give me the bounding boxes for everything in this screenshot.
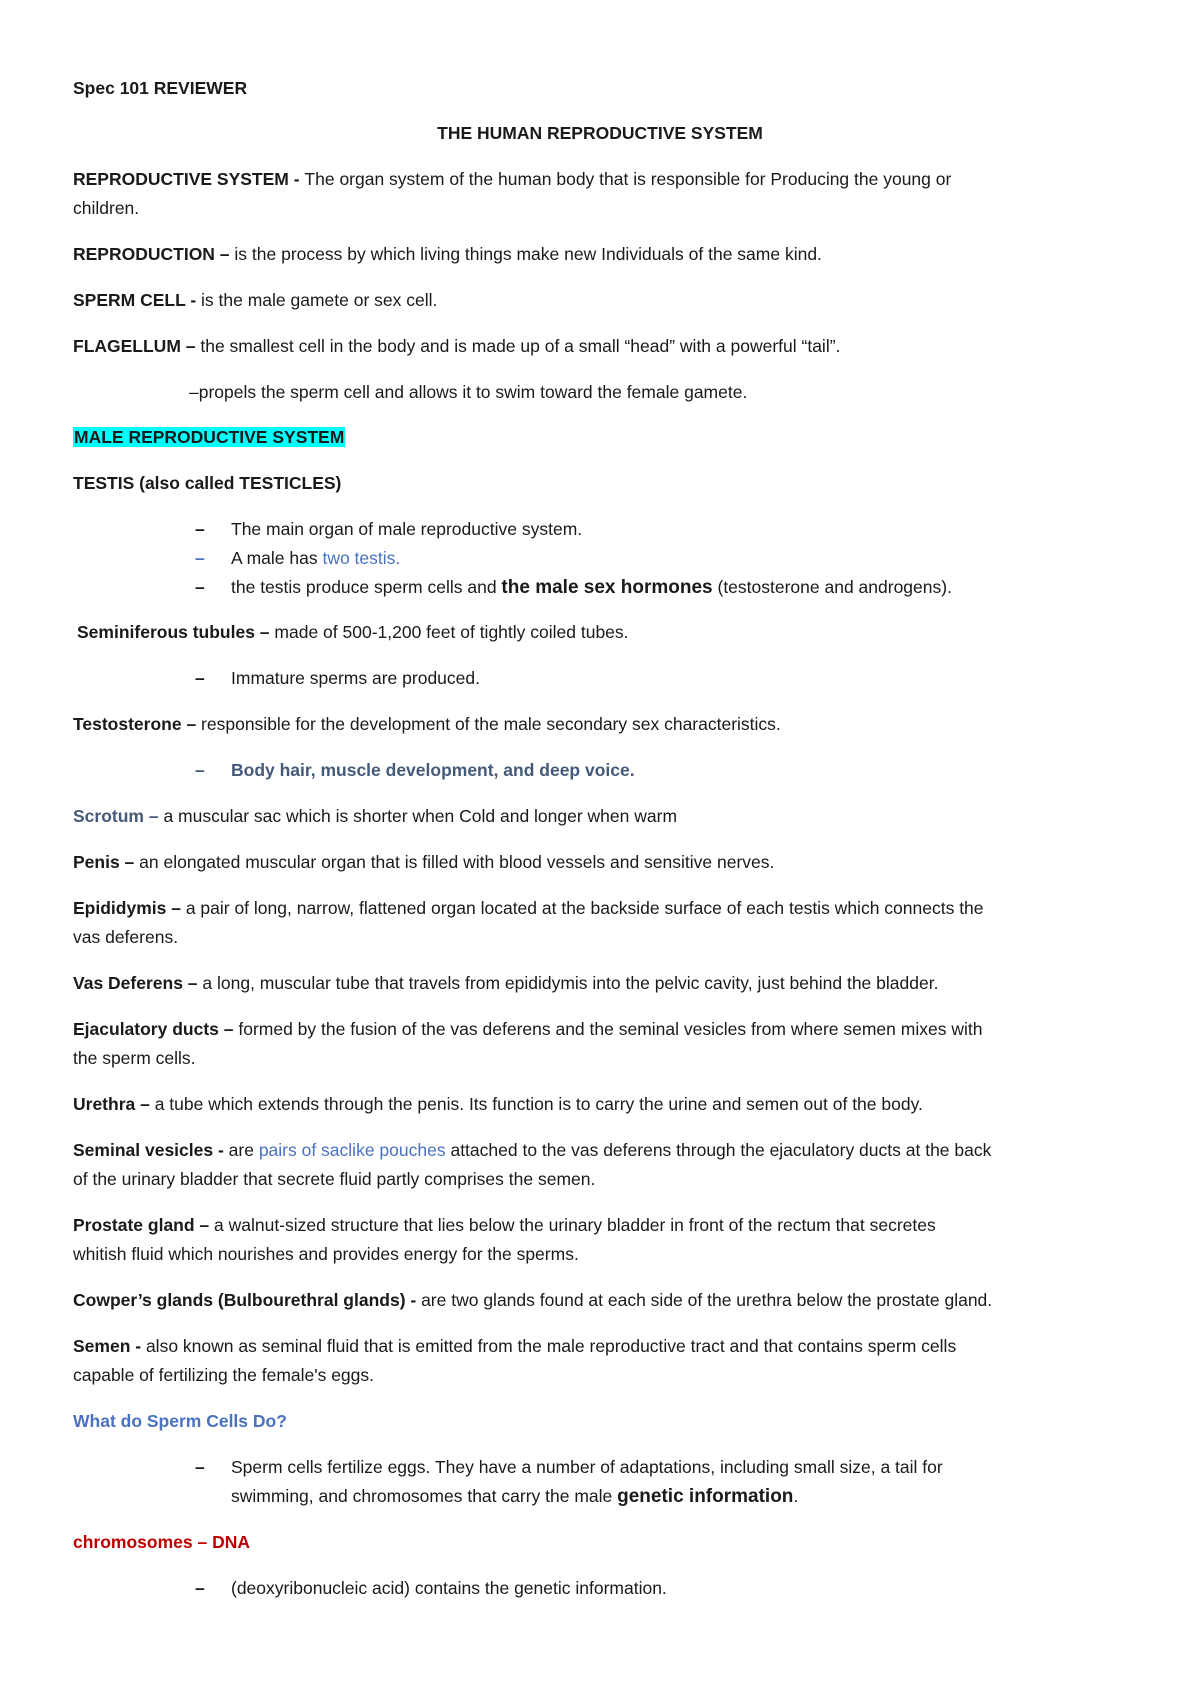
sperm-answer-line-2 — [231, 1485, 798, 1508]
entry-scrotum — [73, 805, 677, 827]
bold-text: genetic information — [617, 1486, 794, 1507]
definition: are two glands found at each side of the urethra below the prostate gland. — [421, 1290, 993, 1310]
entry-epididymis — [73, 897, 984, 919]
definition-continued: vas deferens. — [73, 927, 179, 947]
entry-flagellum — [73, 335, 840, 357]
definition: The organ system of the human body that is responsible for Producing the young or — [304, 169, 952, 189]
entry-cowpers-glands — [73, 1289, 992, 1311]
definition-continued: of the urinary bladder that secrete fluid partly comprises the semen. — [73, 1169, 596, 1189]
sperm-answer-line-1: Sperm cells fertilize eggs. They have a number of adaptations, including small size, a tail for — [231, 1457, 943, 1477]
definition: also known as seminal fluid that is emitted from the male reproductive tract and that contains sperm cells — [145, 1336, 957, 1356]
section-heading-male — [73, 426, 345, 448]
entry-vas-deferens — [73, 972, 938, 994]
entry-seminal-vesicles — [73, 1139, 991, 1161]
text: A male has — [231, 548, 323, 568]
text: attached to the vas deferens through the ejaculatory ducts at the back — [445, 1140, 992, 1160]
bold-text: the male sex hormones — [501, 577, 713, 598]
text: . — [793, 1486, 799, 1506]
entry-seminiferous — [77, 621, 629, 643]
bullet-dash: – — [195, 668, 205, 688]
text: the testis produce sperm cells and — [231, 577, 502, 597]
emphasis: two testis. — [322, 548, 401, 568]
chromosomes-bullet: (deoxyribonucleic acid) contains the genetic information. — [231, 1578, 667, 1598]
definition: a muscular sac which is shorter when Cold and longer when warm — [163, 806, 678, 826]
definition: an elongated muscular organ that is filled with blood vessels and sensitive nerves. — [139, 852, 775, 872]
bullet-dash: – — [195, 760, 205, 780]
entry-reproductive-system — [73, 168, 951, 190]
bullet-dash: – — [195, 1457, 205, 1477]
bullet-dash: – — [195, 519, 205, 539]
entry-reproduction — [73, 243, 822, 265]
testis-bullet-2 — [231, 547, 400, 569]
definition: a pair of long, narrow, flattened organ located at the backside surface of each testis which connects the — [185, 898, 984, 918]
term: Semen - — [73, 1336, 146, 1356]
seminiferous-bullet: Immature sperms are produced. — [231, 668, 480, 688]
highlighted-heading: MALE REPRODUCTIVE SYSTEM — [74, 427, 345, 447]
definition-continued: capable of fertilizing the female's eggs. — [73, 1365, 375, 1385]
entry-prostate-gland — [73, 1214, 936, 1236]
doc-header: Spec 101 REVIEWER — [73, 78, 248, 98]
text: (testosterone and androgens). — [712, 577, 952, 597]
testis-heading: TESTIS (also called TESTICLES) — [73, 473, 342, 493]
term: Penis – — [73, 852, 140, 872]
definition: a tube which extends through the penis. Its function is to carry the urine and semen out of the body. — [154, 1094, 923, 1114]
definition: the smallest cell in the body and is made up of a small “head” with a powerful “tail”. — [200, 336, 841, 356]
term: Seminiferous tubules – — [77, 622, 275, 642]
definition: is the process by which living things make new Individuals of the same kind. — [234, 244, 822, 264]
definition-continued: children. — [73, 198, 140, 218]
term: Urethra – — [73, 1094, 155, 1114]
term: REPRODUCTIVE SYSTEM - — [73, 169, 305, 189]
entry-penis — [73, 851, 774, 873]
definition: a long, muscular tube that travels from epididymis into the pelvic cavity, just behind the bladder. — [202, 973, 939, 993]
entry-testosterone — [73, 713, 781, 735]
term: Scrotum – — [73, 806, 164, 826]
bullet-dash: – — [195, 548, 205, 568]
bullet-dash: – — [195, 1578, 205, 1598]
term: Cowper’s glands (Bulbourethral glands) - — [73, 1290, 422, 1310]
chromosomes-heading: chromosomes – DNA — [73, 1532, 250, 1552]
definition: a walnut-sized structure that lies below the urinary bladder in front of the rectum that secretes — [214, 1215, 936, 1235]
text: swimming, and chromosomes that carry the male — [231, 1486, 618, 1506]
entry-ejaculatory-ducts — [73, 1018, 982, 1040]
definition-continued: whitish fluid which nourishes and provides energy for the sperms. — [73, 1244, 579, 1264]
text: are — [228, 1140, 259, 1160]
entry-urethra — [73, 1093, 923, 1115]
term: Seminal vesicles - — [73, 1140, 229, 1160]
term: REPRODUCTION – — [73, 244, 235, 264]
doc-title: THE HUMAN REPRODUCTIVE SYSTEM — [437, 123, 763, 143]
definition-continued: the sperm cells. — [73, 1048, 196, 1068]
definition: made of 500-1,200 feet of tightly coiled tubes. — [274, 622, 629, 642]
entry-sperm-cell — [73, 289, 437, 311]
definition: is the male gamete or sex cell. — [201, 290, 438, 310]
bullet-dash: – — [195, 577, 205, 597]
testosterone-bullet: Body hair, muscle development, and deep voice. — [231, 760, 635, 780]
sperm-question-heading: What do Sperm Cells Do? — [73, 1411, 287, 1431]
emphasis: pairs of saclike pouches — [258, 1140, 446, 1160]
term: Vas Deferens – — [73, 973, 203, 993]
term: Testosterone – — [73, 714, 202, 734]
term: Prostate gland – — [73, 1215, 215, 1235]
entry-semen — [73, 1335, 956, 1357]
definition: responsible for the development of the male secondary sex characteristics. — [201, 714, 781, 734]
flagellum-note: –propels the sperm cell and allows it to swim toward the female gamete. — [189, 382, 748, 402]
term: Ejaculatory ducts – — [73, 1019, 239, 1039]
term: FLAGELLUM – — [73, 336, 201, 356]
definition: formed by the fusion of the vas deferens and the seminal vesicles from where semen mixes with — [238, 1019, 983, 1039]
term: Epididymis – — [73, 898, 186, 918]
term: SPERM CELL - — [73, 290, 202, 310]
testis-bullet-3 — [231, 576, 952, 599]
testis-bullet-1: The main organ of male reproductive system. — [231, 519, 583, 539]
